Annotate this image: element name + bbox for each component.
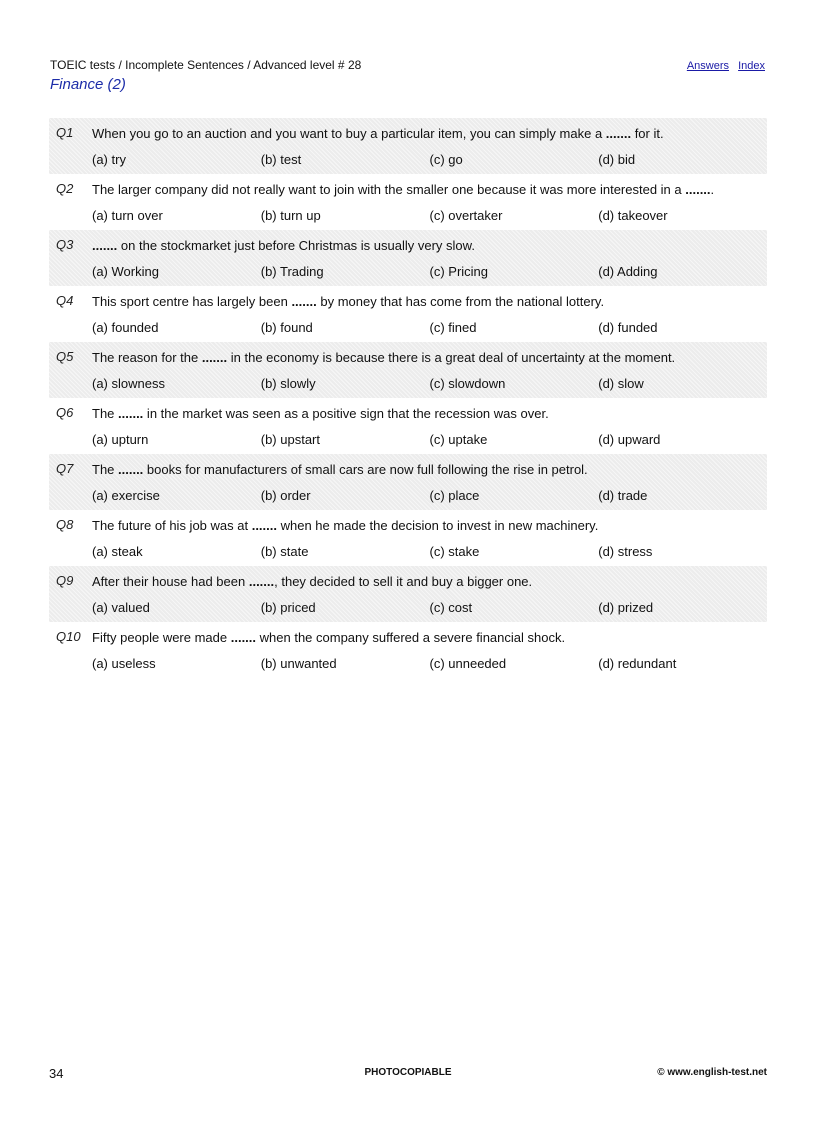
question-text-after: in the economy is because there is a great deal of uncertainty at the moment.	[227, 350, 676, 365]
answer-options	[92, 200, 767, 230]
question-number: Q7	[56, 461, 74, 476]
question-text-before: The reason for the	[92, 350, 202, 365]
question-text-before: The future of his job was at	[92, 518, 252, 533]
copyright-notice: © www.english-test.net	[657, 1067, 767, 1078]
question-number: Q9	[56, 573, 74, 588]
question-text	[92, 292, 747, 312]
question-text	[92, 124, 747, 144]
option-a[interactable]: (a) turn over	[92, 207, 163, 223]
question-6	[49, 398, 767, 454]
option-c[interactable]: (c) go	[429, 151, 463, 167]
question-5	[49, 342, 767, 398]
answer-options	[92, 648, 767, 678]
question-text	[92, 628, 747, 648]
index-link[interactable]: Index	[738, 60, 765, 72]
option-c[interactable]: (c) place	[429, 487, 480, 503]
option-b[interactable]: (b) turn up	[260, 207, 321, 223]
option-a[interactable]: (a) valued	[92, 599, 150, 615]
question-text-before: The	[92, 462, 119, 477]
question-number: Q2	[56, 181, 74, 196]
option-c[interactable]: (c) unneeded	[429, 655, 507, 671]
question-text	[92, 180, 747, 200]
page-number: 34	[49, 1066, 64, 1081]
option-b[interactable]: (b) order	[260, 487, 311, 503]
option-c[interactable]: (c) cost	[429, 599, 473, 615]
answer-blank: .......	[685, 182, 711, 197]
page-subtitle: Finance (2)	[50, 76, 126, 93]
question-text-after: when the company suffered a severe financial shock.	[256, 630, 566, 645]
answer-blank: .......	[251, 518, 277, 533]
question-text-after: by money that has come from the national lottery.	[316, 294, 605, 309]
header-links	[681, 60, 765, 72]
answer-blank: .......	[118, 462, 144, 477]
question-text-after: , they decided to sell it and buy a bigger one.	[274, 574, 533, 589]
photocopiable-label: PHOTOCOPIABLE	[364, 1067, 452, 1078]
option-b[interactable]: (b) found	[260, 319, 313, 335]
question-1	[49, 118, 767, 174]
question-9	[49, 566, 767, 622]
question-text	[92, 348, 747, 368]
option-b[interactable]: (b) Trading	[260, 263, 324, 279]
option-d[interactable]: (d) stress	[598, 543, 653, 559]
answer-blank: .......	[230, 630, 257, 645]
question-number: Q5	[56, 349, 74, 364]
answer-blank: .......	[201, 350, 228, 365]
answer-options	[92, 536, 767, 566]
answer-options	[92, 480, 767, 510]
question-7	[49, 454, 767, 510]
question-3	[49, 230, 767, 286]
question-text-after: when he made the decision to invest in new machinery.	[277, 518, 599, 533]
option-b[interactable]: (b) priced	[260, 599, 316, 615]
answer-blank: .......	[291, 294, 317, 309]
answer-blank: .......	[248, 574, 275, 589]
page-footer	[49, 1066, 767, 1082]
option-a[interactable]: (a) slowness	[92, 375, 165, 391]
option-c[interactable]: (c) overtaker	[429, 207, 503, 223]
option-d[interactable]: (d) Adding	[598, 263, 658, 279]
question-text-before: When you go to an auction and you want to buy a particular item, you can simply make a	[92, 126, 606, 141]
question-text	[92, 516, 747, 536]
option-b[interactable]: (b) upstart	[260, 431, 320, 447]
breadcrumb: TOEIC tests / Incomplete Sentences / Advanced level # 28	[50, 58, 362, 72]
question-10	[49, 622, 767, 678]
option-b[interactable]: (b) state	[260, 543, 309, 559]
option-a[interactable]: (a) upturn	[92, 431, 149, 447]
question-text	[92, 236, 747, 256]
question-4	[49, 286, 767, 342]
option-a[interactable]: (a) steak	[92, 543, 143, 559]
question-number: Q10	[56, 629, 81, 644]
question-number: Q6	[56, 405, 74, 420]
answers-link[interactable]: Answers	[686, 60, 730, 72]
question-text-after: for it.	[631, 126, 664, 141]
question-text-before: After their house had been	[92, 574, 249, 589]
question-text	[92, 404, 747, 424]
answer-options	[92, 256, 767, 286]
answer-options	[92, 592, 767, 622]
option-d[interactable]: (d) prized	[598, 599, 654, 615]
question-list	[49, 118, 767, 678]
option-a[interactable]: (a) useless	[92, 655, 156, 671]
question-text-after: on the stockmarket just before Christmas is usually very slow.	[117, 238, 475, 253]
question-text	[92, 572, 747, 592]
question-8	[49, 510, 767, 566]
question-text-after: books for manufacturers of small cars are now full following the rise in petrol.	[143, 462, 588, 477]
option-a[interactable]: (a) exercise	[92, 487, 160, 503]
option-a[interactable]: (a) founded	[92, 319, 159, 335]
question-text-before: The	[92, 406, 119, 421]
question-text	[92, 460, 747, 480]
option-b[interactable]: (b) slowly	[260, 375, 316, 391]
question-text-before: This sport centre has largely been	[92, 294, 292, 309]
question-text-before: Fifty people were made	[92, 630, 231, 645]
option-a[interactable]: (a) try	[92, 151, 126, 167]
option-c[interactable]: (c) stake	[429, 543, 480, 559]
answer-options	[92, 368, 767, 398]
option-c[interactable]: (c) slowdown	[429, 375, 506, 391]
option-d[interactable]: (d) upward	[598, 431, 661, 447]
option-c[interactable]: (c) Pricing	[429, 263, 489, 279]
answer-options	[92, 424, 767, 454]
answer-options	[92, 144, 767, 174]
answer-options	[92, 312, 767, 342]
question-text-after: .	[710, 182, 715, 197]
option-c[interactable]: (c) uptake	[429, 431, 488, 447]
answer-blank: .......	[92, 238, 118, 253]
option-d[interactable]: (d) bid	[598, 151, 636, 167]
option-d[interactable]: (d) funded	[598, 319, 658, 335]
option-d[interactable]: (d) trade	[598, 487, 648, 503]
question-text-before: The larger company did not really want to join with the smaller one because it was more interested in a	[92, 182, 686, 197]
option-a[interactable]: (a) Working	[92, 263, 159, 279]
option-d[interactable]: (d) redundant	[598, 655, 677, 671]
answer-blank: .......	[118, 406, 144, 421]
question-number: Q3	[56, 237, 74, 252]
page-header	[50, 58, 765, 74]
option-d[interactable]: (d) slow	[598, 375, 644, 391]
question-number: Q4	[56, 293, 74, 308]
question-number: Q8	[56, 517, 74, 532]
option-c[interactable]: (c) fined	[429, 319, 477, 335]
option-d[interactable]: (d) takeover	[598, 207, 668, 223]
question-2	[49, 174, 767, 230]
option-b[interactable]: (b) unwanted	[260, 655, 337, 671]
option-b[interactable]: (b) test	[260, 151, 302, 167]
question-number: Q1	[56, 125, 74, 140]
question-text-after: in the market was seen as a positive sign that the recession was over.	[143, 406, 549, 421]
answer-blank: .......	[605, 126, 632, 141]
